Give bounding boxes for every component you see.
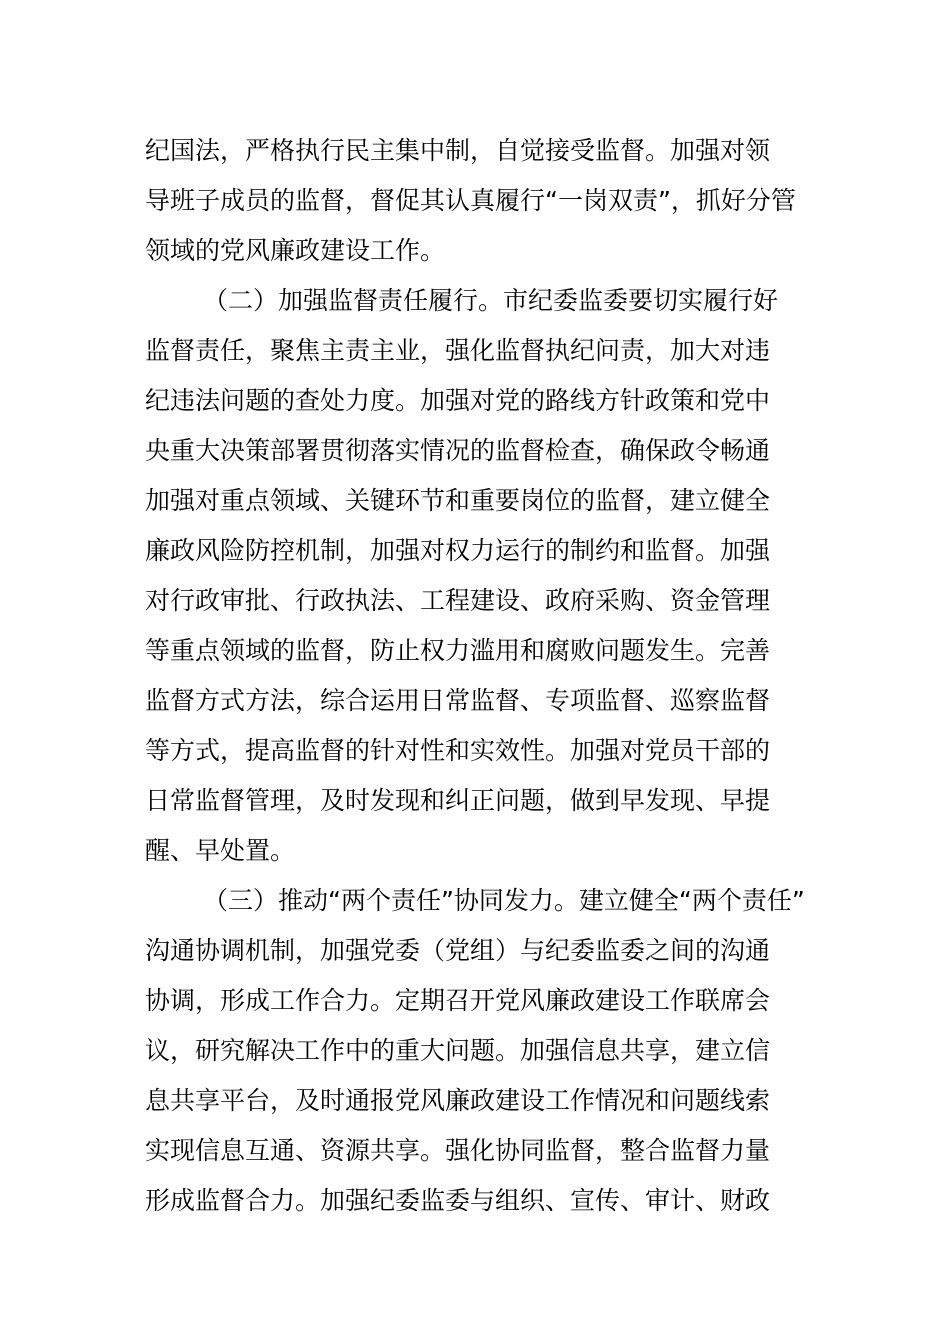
section-heading-line: （三）推动“两个责任”协同发力。建立健全“两个责任”: [203, 886, 805, 915]
text-line: 息共享平台，及时通报党风廉政建设工作情况和问题线索: [145, 1086, 771, 1115]
text-line: 日常监督管理，及时发现和纠正问题，做到早发现、早提: [145, 786, 771, 815]
text-line: 加强对重点领域、关键环节和重要岗位的监督，建立健全: [145, 486, 771, 515]
text-line: 对行政审批、行政执法、工程建设、政府采购、资金管理: [145, 586, 771, 615]
text-line: 沟通协调机制，加强党委（党组）与纪委监委之间的沟通: [145, 936, 771, 965]
text-line: 实现信息互通、资源共享。强化协同监督，整合监督力量: [145, 1136, 771, 1165]
text-line: 导班子成员的监督，督促其认真履行“一岗双责”，抓好分管: [145, 186, 796, 215]
text-line: 监督方式方法，综合运用日常监督、专项监督、巡察监督: [145, 686, 771, 715]
text-line: 纪违法问题的查处力度。加强对党的路线方针政策和党中: [145, 386, 771, 415]
text-line: 形成监督合力。加强纪委监委与组织、宣传、审计、财政: [145, 1186, 771, 1215]
text-line: 纪国法，严格执行民主集中制，自觉接受监督。加强对领: [145, 136, 771, 165]
text-line: 央重大决策部署贯彻落实情况的监督检查，确保政令畅通: [145, 436, 771, 465]
text-line: 议，研究解决工作中的重大问题。加强信息共享，建立信: [145, 1036, 771, 1065]
text-line: 协调，形成工作合力。定期召开党风廉政建设工作联席会: [145, 986, 771, 1015]
text-line: 监督责任，聚焦主责主业，强化监督执纪问责，加大对违: [145, 336, 771, 365]
text-line: 等方式，提高监督的针对性和实效性。加强对党员干部的: [145, 736, 771, 765]
text-line: 领域的党风廉政建设工作。: [145, 236, 446, 265]
text-line: 等重点领域的监督，防止权力滥用和腐败问题发生。完善: [145, 636, 771, 665]
section-heading-line: （二）加强监督责任履行。市纪委监委要切实履行好: [203, 286, 779, 315]
text-line: 醒、早处置。: [145, 836, 296, 865]
text-line: 廉政风险防控机制，加强对权力运行的制约和监督。加强: [145, 536, 771, 565]
